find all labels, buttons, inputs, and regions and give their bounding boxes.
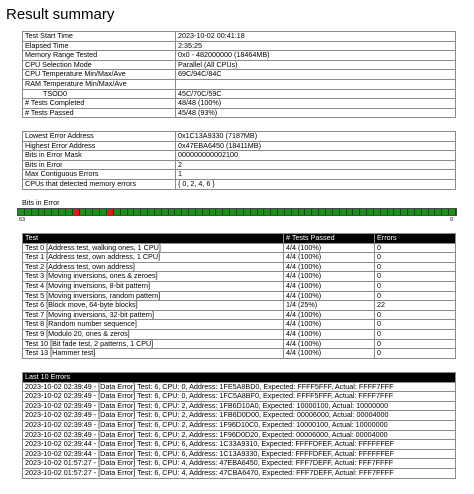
bit-cell bbox=[394, 209, 401, 215]
bit-cell-error bbox=[73, 209, 80, 215]
error-summary-table bbox=[22, 131, 456, 190]
bit-cell bbox=[114, 209, 121, 215]
summary-label: RAM Temperature Min/Max/Ave bbox=[23, 79, 176, 89]
table-row bbox=[23, 253, 456, 263]
error-summary-row bbox=[23, 170, 456, 180]
bit-cell bbox=[305, 209, 312, 215]
error-entry: 2023-10-02 01:57:27 - [Data Error] Test: 6, CPU: 4, Address: 47CBA6470, Expected: FFF7DEFF, Actual: FFF7FFFF bbox=[23, 468, 456, 478]
bit-cell bbox=[264, 209, 271, 215]
test-errors: 0 bbox=[375, 310, 456, 320]
test-errors: 0 bbox=[375, 253, 456, 263]
error-row bbox=[23, 459, 456, 469]
bit-cell bbox=[237, 209, 244, 215]
bit-cell bbox=[216, 209, 223, 215]
bit-cell bbox=[45, 209, 52, 215]
column-header-errors: Errors bbox=[375, 234, 456, 244]
summary-row bbox=[23, 79, 456, 89]
test-passed: 4/4 (100%) bbox=[284, 291, 375, 301]
bit-cell bbox=[210, 209, 217, 215]
summary-row bbox=[23, 60, 456, 70]
table-row bbox=[23, 310, 456, 320]
error-summary-label: Lowest Error Address bbox=[23, 132, 176, 142]
error-entry: 2023-10-02 02:39:49 - [Data Error] Test: 6, CPU: 0, Address: 1FE5A8BD0, Expected: FFFF5FFF, Actual: FFFF7FFF bbox=[23, 382, 456, 392]
summary-row bbox=[23, 70, 456, 80]
summary-label: Memory Range Tested bbox=[23, 51, 176, 61]
bit-cell bbox=[155, 209, 162, 215]
bit-cell bbox=[93, 209, 100, 215]
summary-row bbox=[23, 51, 456, 61]
bit-cell bbox=[100, 209, 107, 215]
bit-cell bbox=[66, 209, 73, 215]
bit-cell bbox=[285, 209, 292, 215]
error-entry: 2023-10-02 02:39:44 - [Data Error] Test: 6, CPU: 6, Address: 1C13A9330, Expected: FFFFDFEF, Actual: FFFFFFEF bbox=[23, 449, 456, 459]
summary-row bbox=[23, 99, 456, 109]
last-errors-table bbox=[22, 372, 456, 479]
last-errors-title: Last 10 Errors bbox=[23, 373, 456, 383]
bit-cell bbox=[244, 209, 251, 215]
summary-value: 48/48 (100%) bbox=[176, 99, 456, 109]
test-passed: 4/4 (100%) bbox=[284, 349, 375, 359]
last-errors-header bbox=[23, 373, 456, 383]
bit-cell bbox=[333, 209, 340, 215]
test-name: Test 8 [Random number sequence] bbox=[23, 320, 284, 330]
error-summary-label: Bits in Error bbox=[23, 160, 176, 170]
column-header-passed: # Tests Passed bbox=[284, 234, 375, 244]
test-errors: 0 bbox=[375, 243, 456, 253]
bit-cell bbox=[25, 209, 32, 215]
error-entry: 2023-10-02 02:39:49 - [Data Error] Test: 6, CPU: 2, Address: 1F96D0D20, Expected: 00006000, Actual: 00004000 bbox=[23, 430, 456, 440]
test-errors: 0 bbox=[375, 272, 456, 282]
bit-cell bbox=[258, 209, 265, 215]
bit-cell bbox=[422, 209, 429, 215]
test-passed: 4/4 (100%) bbox=[284, 272, 375, 282]
bit-cell bbox=[429, 209, 436, 215]
error-entry: 2023-10-02 02:39:49 - [Data Error] Test: 6, CPU: 2, Address: 1FB6D0D00, Expected: 00006000, Actual: 00004000 bbox=[23, 411, 456, 421]
test-results-header bbox=[23, 234, 456, 244]
summary-label: CPU Selection Mode bbox=[23, 60, 176, 70]
test-passed: 4/4 (100%) bbox=[284, 310, 375, 320]
bit-cell bbox=[340, 209, 347, 215]
test-passed: 4/4 (100%) bbox=[284, 281, 375, 291]
error-row bbox=[23, 430, 456, 440]
page-title: Result summary bbox=[6, 6, 115, 23]
bit-cell bbox=[134, 209, 141, 215]
test-errors: 0 bbox=[375, 281, 456, 291]
bit-cell bbox=[39, 209, 46, 215]
bit-cell bbox=[162, 209, 169, 215]
test-errors: 0 bbox=[375, 339, 456, 349]
bit-cell bbox=[169, 209, 176, 215]
table-row bbox=[23, 291, 456, 301]
test-name: Test 6 [Block move, 64-byte blocks] bbox=[23, 301, 284, 311]
bit-cell bbox=[408, 209, 415, 215]
bit-cell bbox=[189, 209, 196, 215]
error-summary-label: Bits in Error Mask bbox=[23, 151, 176, 161]
error-summary-row bbox=[23, 151, 456, 161]
test-passed: 4/4 (100%) bbox=[284, 262, 375, 272]
error-summary-value: { 0, 2, 4, 6 } bbox=[176, 179, 456, 189]
test-name: Test 5 [Moving inversions, random pattern] bbox=[23, 291, 284, 301]
test-passed: 4/4 (100%) bbox=[284, 339, 375, 349]
error-summary-row bbox=[23, 160, 456, 170]
table-row bbox=[23, 262, 456, 272]
table-row bbox=[23, 339, 456, 349]
summary-value: 45/48 (93%) bbox=[176, 108, 456, 118]
test-errors: 22 bbox=[375, 301, 456, 311]
error-summary-row bbox=[23, 179, 456, 189]
bit-cell bbox=[182, 209, 189, 215]
error-row bbox=[23, 440, 456, 450]
test-passed: 4/4 (100%) bbox=[284, 320, 375, 330]
test-name: Test 0 [Address test, walking ones, 1 CPU] bbox=[23, 243, 284, 253]
summary-row bbox=[23, 32, 456, 42]
bit-cell bbox=[353, 209, 360, 215]
test-errors: 0 bbox=[375, 262, 456, 272]
summary-value: 2:35:25 bbox=[176, 41, 456, 51]
error-entry: 2023-10-02 02:39:44 - [Data Error] Test: 6, CPU: 6, Address: 1C33A9310, Expected: FFFFDFEF, Actual: FFFFFFEF bbox=[23, 440, 456, 450]
table-row bbox=[23, 320, 456, 330]
test-errors: 0 bbox=[375, 329, 456, 339]
summary-label: # Tests Passed bbox=[23, 108, 176, 118]
bit-cell bbox=[223, 209, 230, 215]
bit-cell bbox=[374, 209, 381, 215]
test-errors: 0 bbox=[375, 291, 456, 301]
table-row bbox=[23, 272, 456, 282]
bit-cell bbox=[230, 209, 237, 215]
bit-cell bbox=[80, 209, 87, 215]
bit-cell bbox=[319, 209, 326, 215]
summary-value: 2023-10-02 00:41:18 bbox=[176, 32, 456, 42]
table-row bbox=[23, 301, 456, 311]
summary-label: TSOD0 bbox=[23, 89, 176, 99]
table-row bbox=[23, 329, 456, 339]
bit-cell bbox=[121, 209, 128, 215]
test-name: Test 9 [Modulo 20, ones & zeros] bbox=[23, 329, 284, 339]
error-entry: 2023-10-02 02:39:49 - [Data Error] Test: 6, CPU: 2, Address: 1FB6D10A0, Expected: 10000100, Actual: 10000000 bbox=[23, 401, 456, 411]
error-entry: 2023-10-02 01:57:27 - [Data Error] Test: 6, CPU: 4, Address: 47EBA6450, Expected: FFF7DEFF, Actual: FFF7FFFF bbox=[23, 459, 456, 469]
bit-cell bbox=[360, 209, 367, 215]
error-entry: 2023-10-02 02:39:49 - [Data Error] Test: 6, CPU: 2, Address: 1F96D10C0, Expected: 10000100, Actual: 10000000 bbox=[23, 420, 456, 430]
error-summary-label: CPUs that detected memory errors bbox=[23, 179, 176, 189]
bit-cell bbox=[32, 209, 39, 215]
summary-row bbox=[23, 89, 456, 99]
test-name: Test 1 [Address test, own address, 1 CPU] bbox=[23, 253, 284, 263]
bits-bar-left-label: 63 bbox=[19, 217, 26, 223]
error-row bbox=[23, 382, 456, 392]
test-name: Test 2 [Address test, own address] bbox=[23, 262, 284, 272]
bit-cell bbox=[251, 209, 258, 215]
summary-table bbox=[22, 31, 456, 118]
test-passed: 4/4 (100%) bbox=[284, 329, 375, 339]
summary-value: Parallel (All CPUs) bbox=[176, 60, 456, 70]
error-row bbox=[23, 468, 456, 478]
summary-label: Test Start Time bbox=[23, 32, 176, 42]
test-passed: 1/4 (25%) bbox=[284, 301, 375, 311]
bit-cell-error bbox=[107, 209, 114, 215]
bit-cell bbox=[347, 209, 354, 215]
bit-cell bbox=[141, 209, 148, 215]
bit-cell bbox=[175, 209, 182, 215]
error-row bbox=[23, 420, 456, 430]
bits-in-error-bar bbox=[17, 208, 457, 216]
bit-cell bbox=[367, 209, 374, 215]
summary-value: 45C/70C/59C bbox=[176, 89, 456, 99]
bit-cell bbox=[196, 209, 203, 215]
summary-row bbox=[23, 41, 456, 51]
error-summary-row bbox=[23, 132, 456, 142]
bit-cell bbox=[299, 209, 306, 215]
bit-cell bbox=[59, 209, 66, 215]
error-summary-label: Max Contiguous Errors bbox=[23, 170, 176, 180]
bit-cell bbox=[381, 209, 388, 215]
bit-cell bbox=[18, 209, 25, 215]
bit-cell bbox=[148, 209, 155, 215]
test-errors: 0 bbox=[375, 349, 456, 359]
bit-cell bbox=[271, 209, 278, 215]
bit-cell bbox=[86, 209, 93, 215]
summary-label: CPU Temperature Min/Max/Ave bbox=[23, 70, 176, 80]
error-row bbox=[23, 411, 456, 421]
summary-label: Elapsed Time bbox=[23, 41, 176, 51]
error-summary-row bbox=[23, 141, 456, 151]
summary-row bbox=[23, 108, 456, 118]
bits-bar-right-label: 0 bbox=[450, 217, 454, 223]
bit-cell bbox=[388, 209, 395, 215]
error-summary-label: Highest Error Address bbox=[23, 141, 176, 151]
bit-cell bbox=[312, 209, 319, 215]
error-entry: 2023-10-02 02:39:49 - [Data Error] Test: 6, CPU: 0, Address: 1FC5A8BF0, Expected: FFFF5FFF, Actual: FFFF7FFF bbox=[23, 392, 456, 402]
bit-cell bbox=[128, 209, 135, 215]
bit-cell bbox=[292, 209, 299, 215]
table-row bbox=[23, 243, 456, 253]
bit-cell bbox=[435, 209, 442, 215]
bit-cell bbox=[52, 209, 59, 215]
table-row bbox=[23, 349, 456, 359]
table-row bbox=[23, 281, 456, 291]
error-summary-value: 2 bbox=[176, 160, 456, 170]
test-errors: 0 bbox=[375, 320, 456, 330]
bit-cell bbox=[449, 209, 456, 215]
error-row bbox=[23, 392, 456, 402]
test-name: Test 4 [Moving inversions, 8-bit pattern] bbox=[23, 281, 284, 291]
test-name: Test 10 [Bit fade test, 2 patterns, 1 CPU] bbox=[23, 339, 284, 349]
error-summary-value: 000000000002100 bbox=[176, 151, 456, 161]
test-name: Test 7 [Moving inversions, 32-bit pattern] bbox=[23, 310, 284, 320]
summary-label: # Tests Completed bbox=[23, 99, 176, 109]
bit-cell bbox=[401, 209, 408, 215]
error-summary-value: 0x1C13A9330 (7187MB) bbox=[176, 132, 456, 142]
summary-value: 69C/94C/84C bbox=[176, 70, 456, 80]
test-passed: 4/4 (100%) bbox=[284, 253, 375, 263]
error-row bbox=[23, 401, 456, 411]
bit-cell bbox=[442, 209, 449, 215]
column-header-test: Test bbox=[23, 234, 284, 244]
bit-cell bbox=[326, 209, 333, 215]
error-row bbox=[23, 449, 456, 459]
bit-cell bbox=[203, 209, 210, 215]
test-results-table bbox=[22, 233, 456, 359]
error-summary-value: 0x47EBA6450 (18411MB) bbox=[176, 141, 456, 151]
bit-cell bbox=[415, 209, 422, 215]
error-summary-value: 1 bbox=[176, 170, 456, 180]
bit-cell bbox=[278, 209, 285, 215]
summary-value: 0x0 - 482000000 (18464MB) bbox=[176, 51, 456, 61]
test-name: Test 3 [Moving inversions, ones & zeroes] bbox=[23, 272, 284, 282]
bits-in-error-label: Bits in Error bbox=[22, 198, 60, 207]
summary-value bbox=[176, 79, 456, 89]
test-name: Test 13 [Hammer test] bbox=[23, 349, 284, 359]
test-passed: 4/4 (100%) bbox=[284, 243, 375, 253]
